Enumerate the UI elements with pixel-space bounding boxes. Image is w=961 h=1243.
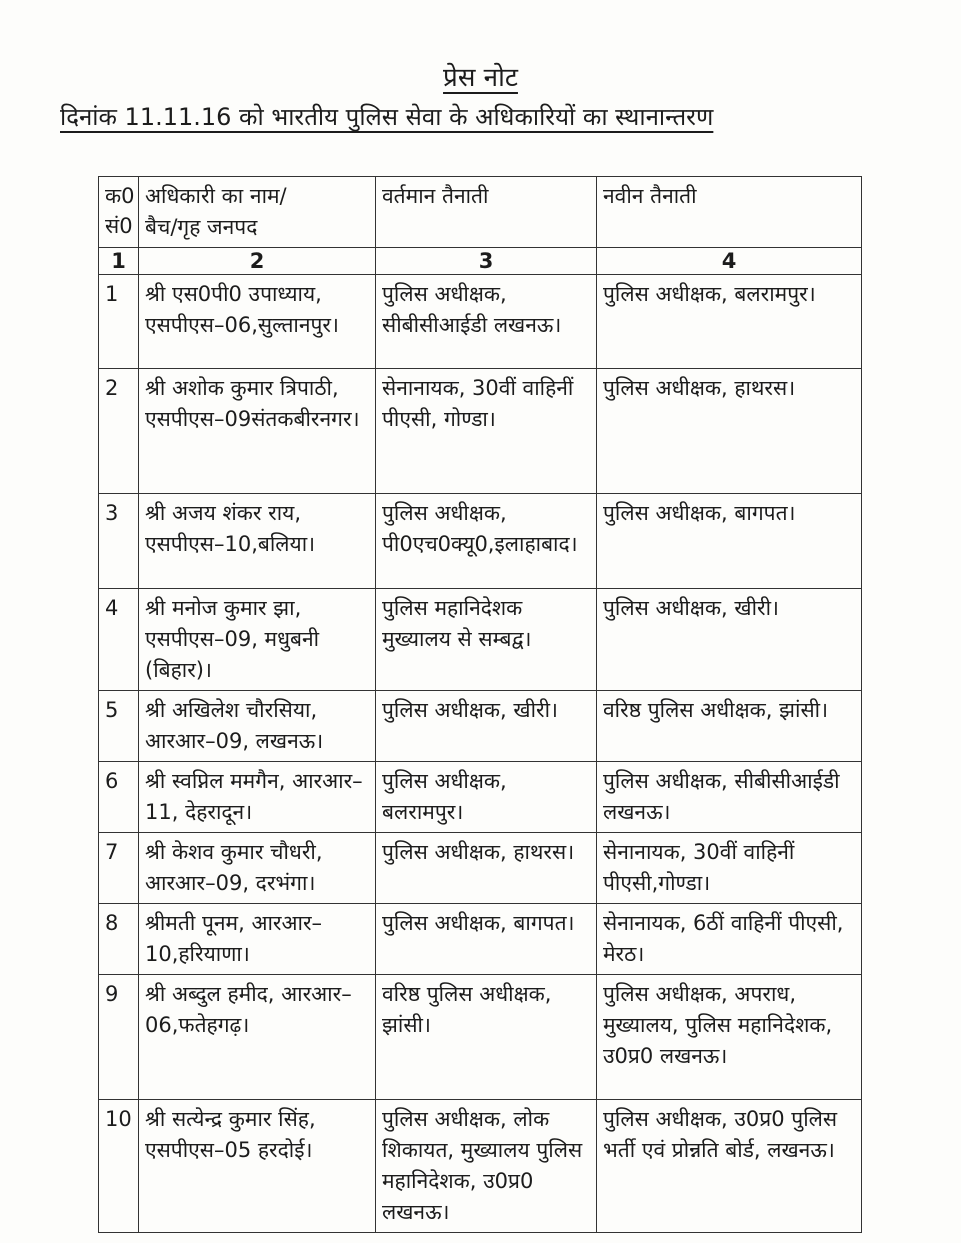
table-row <box>99 904 862 975</box>
current-posting-cell: पुलिस महानिदेशक मुख्यालय से सम्बद्व। <box>376 589 597 691</box>
current-posting-cell: पुलिस अधीक्षक, बागपत। <box>376 904 597 975</box>
serial-no-cell: 1 <box>99 275 139 369</box>
current-posting-cell: पुलिस अधीक्षक, खीरी। <box>376 691 597 762</box>
serial-no-cell: 3 <box>99 494 139 589</box>
column-number: 1 <box>99 248 139 275</box>
column-number-row <box>99 248 862 275</box>
serial-no-cell: 8 <box>99 904 139 975</box>
column-number: 2 <box>139 248 376 275</box>
current-posting-cell: पुलिस अधीक्षक, सीबीसीआईडी लखनऊ। <box>376 275 597 369</box>
table-row <box>99 833 862 904</box>
serial-no-cell: 5 <box>99 691 139 762</box>
officer-name-cell: श्री मनोज कुमार झा, एसपीएस–09, मधुबनी (बिहार)। <box>139 589 376 691</box>
current-posting-cell: पुलिस अधीक्षक, लोक शिकायत, मुख्यालय पुलिस महानिदेशक, उ0प्र0 लखनऊ। <box>376 1100 597 1233</box>
serial-no-cell: 4 <box>99 589 139 691</box>
serial-no-cell: 7 <box>99 833 139 904</box>
table-header-row <box>99 177 862 248</box>
transfer-table <box>98 176 862 1233</box>
current-posting-cell: वरिष्ठ पुलिस अधीक्षक, झांसी। <box>376 975 597 1100</box>
officer-name-cell: श्री अजय शंकर राय, एसपीएस–10,बलिया। <box>139 494 376 589</box>
table-row <box>99 494 862 589</box>
current-posting-cell: सेनानायक, 30वीं वाहिनीं पीएसी, गोण्डा। <box>376 369 597 494</box>
new-posting-cell: वरिष्ठ पुलिस अधीक्षक, झांसी। <box>597 691 862 762</box>
column-number: 4 <box>597 248 862 275</box>
new-posting-cell: सेनानायक, 6ठीं वाहिनीं पीएसी, मेरठ। <box>597 904 862 975</box>
table-row <box>99 1100 862 1233</box>
current-posting-cell: पुलिस अधीक्षक, पी0एच0क्यू0,इलाहाबाद। <box>376 494 597 589</box>
table-row <box>99 275 862 369</box>
officer-name-cell: श्री अब्दुल हमीद, आरआर–06,फतेहगढ़। <box>139 975 376 1100</box>
header-current-posting: वर्तमान तैनाती <box>376 177 597 248</box>
serial-no-cell: 6 <box>99 762 139 833</box>
new-posting-cell: पुलिस अधीक्षक, हाथरस। <box>597 369 862 494</box>
officer-name-cell: श्री केशव कुमार चौधरी, आरआर–09, दरभंगा। <box>139 833 376 904</box>
serial-no-cell: 2 <box>99 369 139 494</box>
officer-name-cell: श्री अखिलेश चौरसिया, आरआर–09, लखनऊ। <box>139 691 376 762</box>
page-subtitle: दिनांक 11.11.16 को भारतीय पुलिस सेवा के अधिकारियों का स्थानान्तरण <box>60 103 714 131</box>
table-row <box>99 975 862 1100</box>
serial-no-cell: 10 <box>99 1100 139 1233</box>
officer-name-cell: श्री सत्येन्द्र कुमार सिंह, एसपीएस–05 हरदोई। <box>139 1100 376 1233</box>
new-posting-cell: पुलिस अधीक्षक, सीबीसीआईडी लखनऊ। <box>597 762 862 833</box>
officer-name-cell: श्री स्वप्निल ममगैन, आरआर–11, देहरादून। <box>139 762 376 833</box>
new-posting-cell: पुलिस अधीक्षक, बागपत। <box>597 494 862 589</box>
new-posting-cell: पुलिस अधीक्षक, खीरी। <box>597 589 862 691</box>
table-row <box>99 369 862 494</box>
officer-name-cell: श्री अशोक कुमार त्रिपाठी, एसपीएस–09संतकबीरनगर। <box>139 369 376 494</box>
header-new-posting: नवीन तैनाती <box>597 177 862 248</box>
serial-no-cell: 9 <box>99 975 139 1100</box>
current-posting-cell: पुलिस अधीक्षक, बलरामपुर। <box>376 762 597 833</box>
current-posting-cell: पुलिस अधीक्षक, हाथरस। <box>376 833 597 904</box>
officer-name-cell: श्री एस0पी0 उपाध्याय, एसपीएस–06,सुल्तानपुर। <box>139 275 376 369</box>
page-title: प्रेस नोट <box>443 63 518 93</box>
table-row <box>99 691 862 762</box>
header-serial-no: क0 सं0 <box>99 177 139 248</box>
officer-name-cell: श्रीमती पूनम, आरआर–10,हरियाणा। <box>139 904 376 975</box>
new-posting-cell: पुलिस अधीक्षक, बलरामपुर। <box>597 275 862 369</box>
column-number: 3 <box>376 248 597 275</box>
new-posting-cell: सेनानायक, 30वीं वाहिनीं पीएसी,गोण्डा। <box>597 833 862 904</box>
header-officer-name: अधिकारी का नाम/ बैच/गृह जनपद <box>139 177 376 248</box>
table-row <box>99 589 862 691</box>
new-posting-cell: पुलिस अधीक्षक, उ0प्र0 पुलिस भर्ती एवं प्रोन्नति बोर्ड, लखनऊ। <box>597 1100 862 1233</box>
new-posting-cell: पुलिस अधीक्षक, अपराध, मुख्यालय, पुलिस महानिदेशक, उ0प्र0 लखनऊ। <box>597 975 862 1100</box>
table-row <box>99 762 862 833</box>
